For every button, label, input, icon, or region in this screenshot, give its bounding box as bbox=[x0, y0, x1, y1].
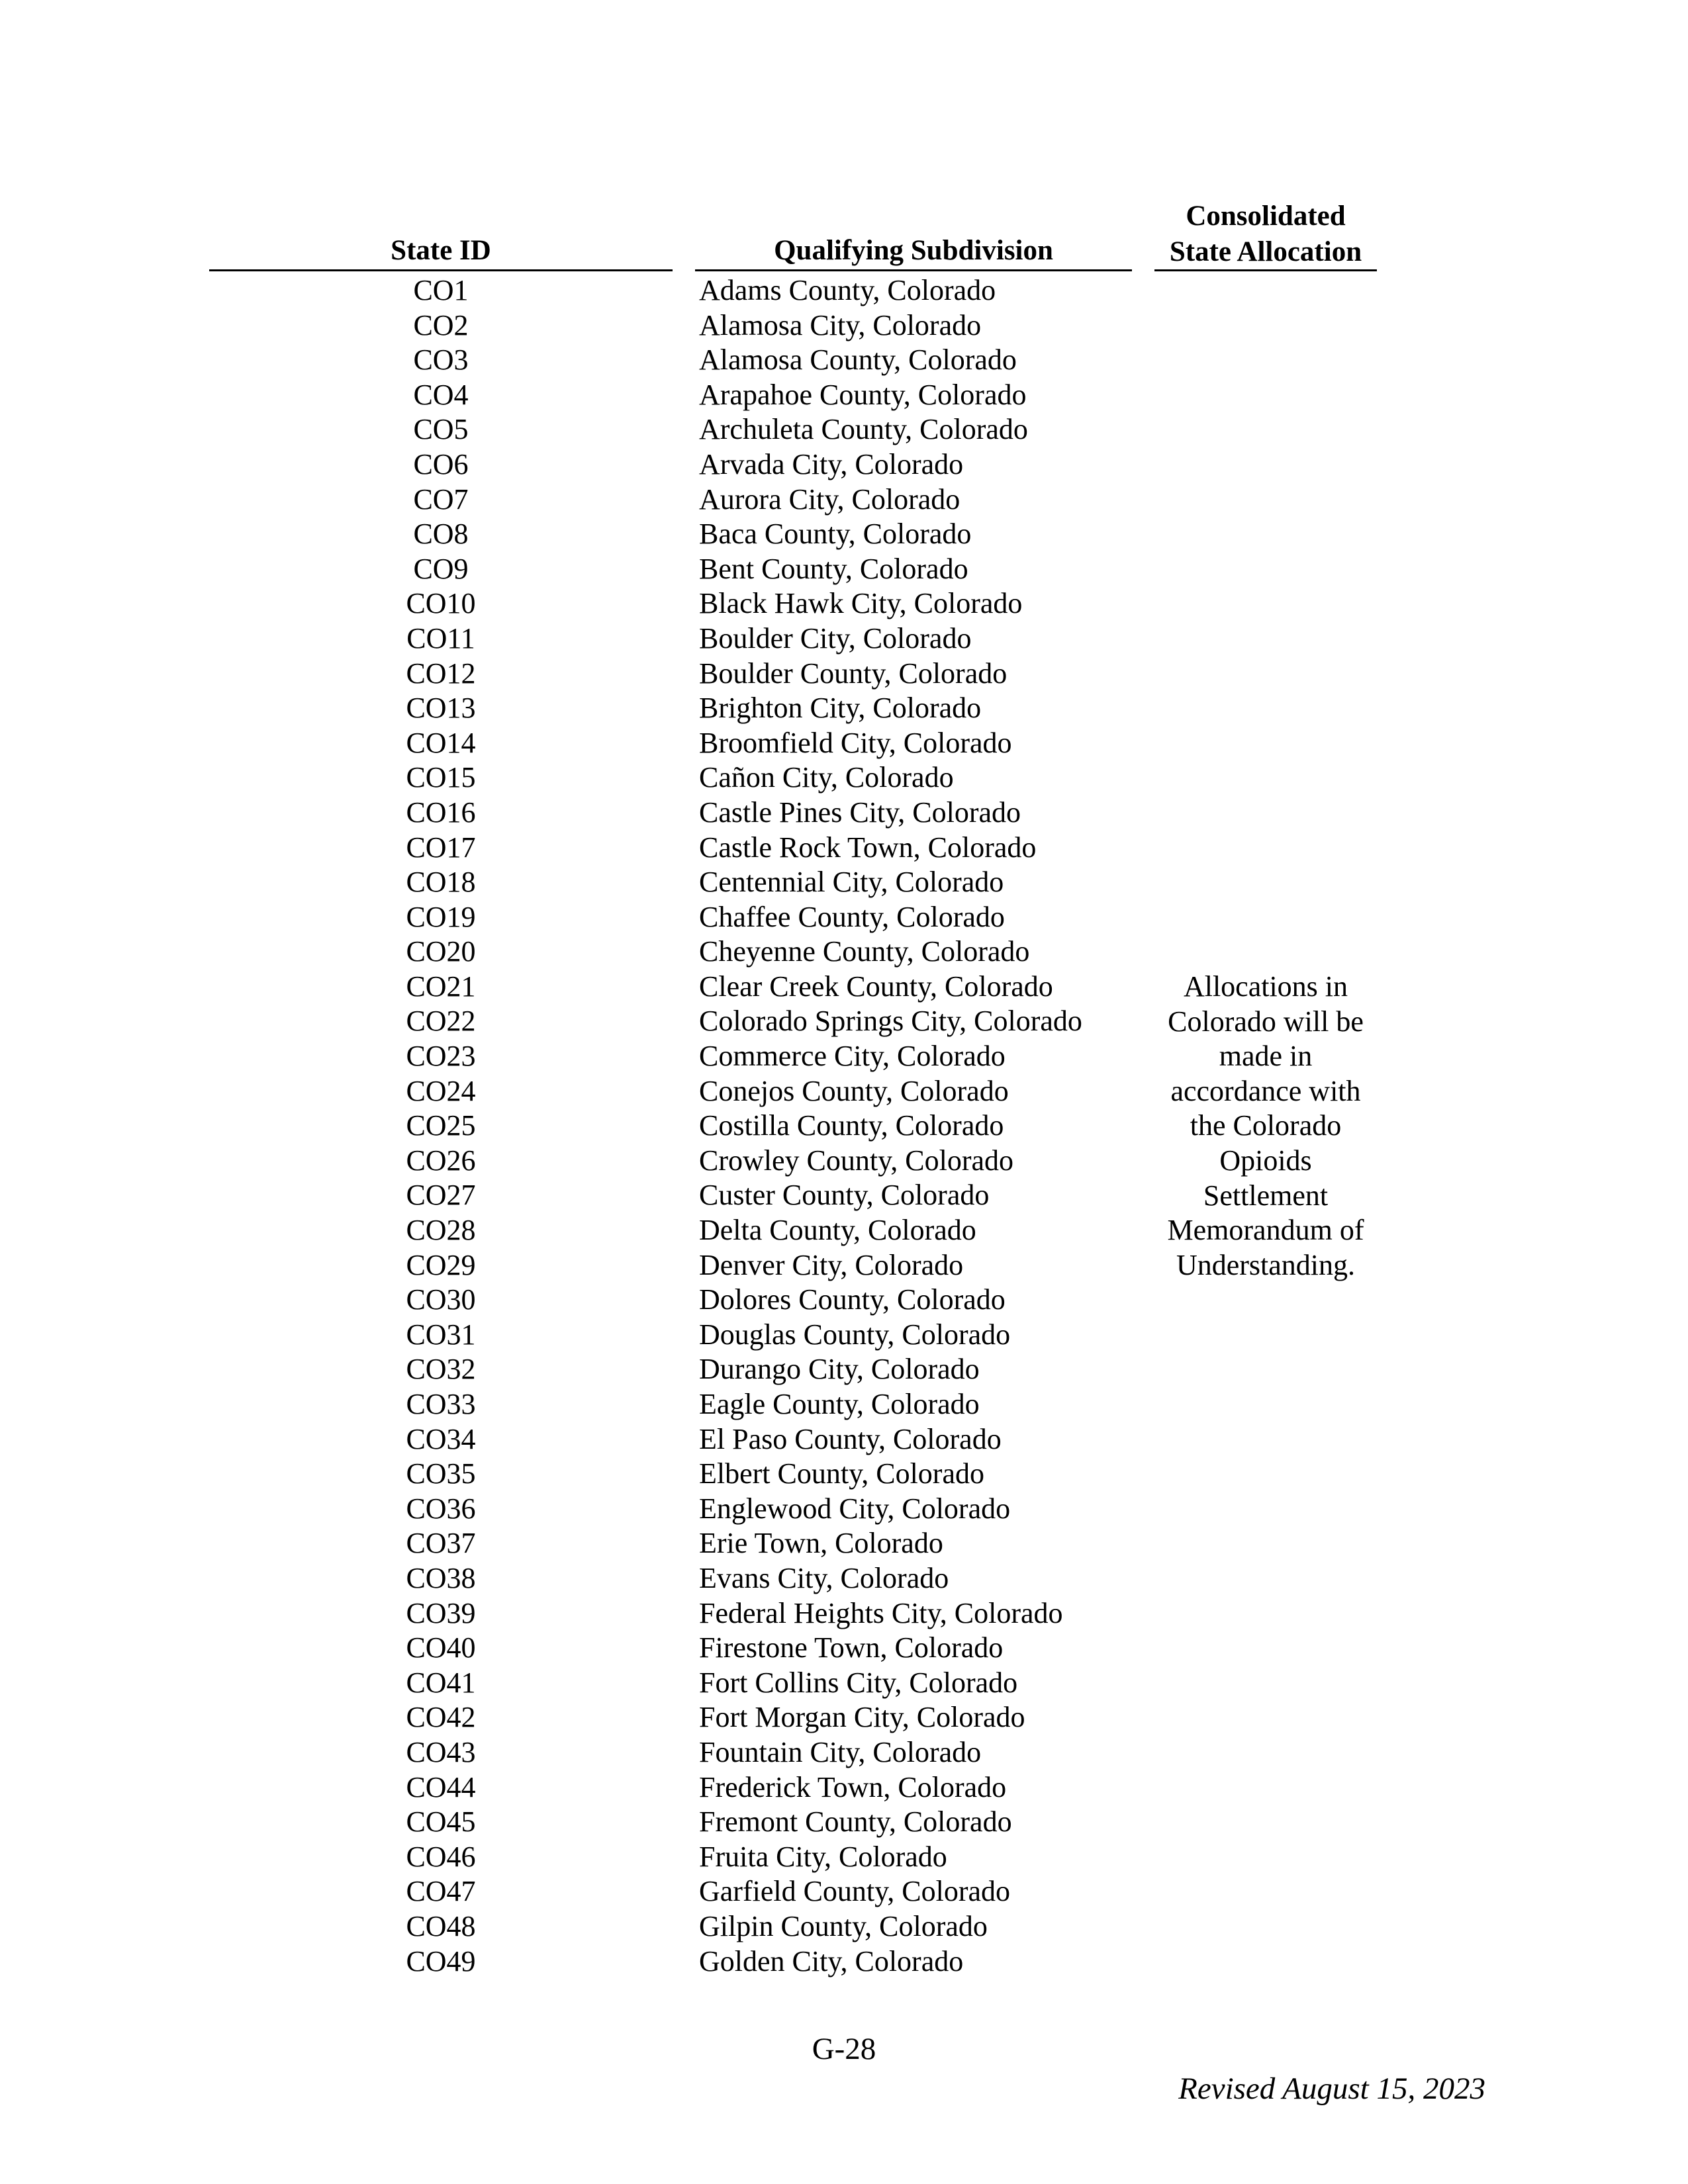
state-id-cell: CO17 bbox=[406, 831, 476, 864]
allocation-note-line: the Colorado bbox=[1190, 1109, 1342, 1142]
subdivision-cell: Erie Town, Colorado bbox=[699, 1527, 943, 1560]
subdivision-cell: Castle Pines City, Colorado bbox=[699, 796, 1021, 829]
state-id-cell: CO40 bbox=[406, 1631, 476, 1664]
subdivision-cell: Adams County, Colorado bbox=[699, 274, 996, 306]
state-id-cell: CO35 bbox=[406, 1457, 476, 1490]
state-id-cell: CO9 bbox=[413, 552, 469, 585]
page-number: G-28 bbox=[812, 2032, 876, 2066]
state-id-cell: CO48 bbox=[406, 1909, 476, 1942]
subdivision-cell: Firestone Town, Colorado bbox=[699, 1631, 1004, 1664]
state-id-cell: CO43 bbox=[406, 1735, 476, 1768]
header-underline-allocation bbox=[1154, 269, 1377, 271]
subdivision-cell: Gilpin County, Colorado bbox=[699, 1909, 988, 1942]
state-id-cell: CO42 bbox=[406, 1701, 476, 1734]
state-id-cell: CO2 bbox=[413, 308, 469, 341]
state-id-cell: CO5 bbox=[413, 413, 469, 446]
allocation-note bbox=[1154, 970, 1377, 1283]
table-row bbox=[0, 482, 1688, 518]
header-underline-state-id bbox=[209, 269, 673, 271]
state-id-cell: CO24 bbox=[406, 1074, 476, 1107]
table-row bbox=[0, 1039, 1688, 1074]
state-id-cell: CO8 bbox=[413, 518, 469, 551]
subdivision-cell: Alamosa County, Colorado bbox=[699, 343, 1017, 377]
table-row bbox=[0, 1422, 1688, 1457]
subdivision-cell: Boulder County, Colorado bbox=[699, 657, 1008, 690]
table-row bbox=[0, 447, 1688, 482]
table-row bbox=[0, 1805, 1688, 1840]
table-row bbox=[0, 657, 1688, 692]
table-header-subdivision: Qualifying Subdivision bbox=[774, 235, 1053, 266]
state-id-cell: CO33 bbox=[406, 1388, 476, 1420]
subdivision-cell: Castle Rock Town, Colorado bbox=[699, 831, 1037, 864]
table-body bbox=[0, 273, 1688, 1979]
state-id-cell: CO19 bbox=[406, 900, 476, 933]
table-row bbox=[0, 378, 1688, 413]
subdivision-cell: Denver City, Colorado bbox=[699, 1248, 964, 1281]
table-row bbox=[0, 831, 1688, 866]
table-row bbox=[0, 1631, 1688, 1666]
state-id-cell: CO47 bbox=[406, 1875, 476, 1908]
subdivision-cell: Colorado Springs City, Colorado bbox=[699, 1005, 1082, 1038]
state-id-cell: CO45 bbox=[406, 1805, 476, 1839]
table-header-state-id: State ID bbox=[391, 235, 491, 266]
table-row bbox=[0, 1178, 1688, 1213]
table-row bbox=[0, 552, 1688, 587]
table-row bbox=[0, 1666, 1688, 1701]
subdivision-cell: Brighton City, Colorado bbox=[699, 692, 982, 725]
state-id-cell: CO13 bbox=[406, 692, 476, 725]
table-row bbox=[0, 621, 1688, 657]
table-row bbox=[0, 412, 1688, 447]
subdivision-cell: Golden City, Colorado bbox=[699, 1944, 964, 1978]
state-id-cell: CO41 bbox=[406, 1666, 476, 1699]
subdivision-cell: El Paso County, Colorado bbox=[699, 1422, 1002, 1455]
allocation-note-line: Colorado will be bbox=[1168, 1005, 1364, 1038]
state-id-cell: CO21 bbox=[406, 970, 476, 1003]
subdivision-cell: Broomfield City, Colorado bbox=[699, 726, 1012, 759]
subdivision-cell: Aurora City, Colorado bbox=[699, 482, 961, 516]
table-row bbox=[0, 1283, 1688, 1318]
state-id-cell: CO4 bbox=[413, 378, 469, 411]
state-id-cell: CO26 bbox=[406, 1144, 476, 1177]
subdivision-cell: Clear Creek County, Colorado bbox=[699, 970, 1053, 1003]
subdivision-cell: Dolores County, Colorado bbox=[699, 1283, 1006, 1316]
table-row bbox=[0, 1944, 1688, 1979]
subdivision-cell: Durango City, Colorado bbox=[699, 1353, 980, 1386]
subdivision-cell: Crowley County, Colorado bbox=[699, 1144, 1013, 1177]
table-row bbox=[0, 1770, 1688, 1805]
subdivision-cell: Arapahoe County, Colorado bbox=[699, 378, 1027, 411]
table-row bbox=[0, 900, 1688, 935]
table-row bbox=[0, 1352, 1688, 1387]
table-row bbox=[0, 934, 1688, 970]
subdivision-cell: Frederick Town, Colorado bbox=[699, 1770, 1007, 1803]
table-row bbox=[0, 1909, 1688, 1944]
table-row bbox=[0, 1840, 1688, 1875]
table-row bbox=[0, 1387, 1688, 1422]
state-id-cell: CO34 bbox=[406, 1422, 476, 1455]
subdivision-cell: Conejos County, Colorado bbox=[699, 1074, 1009, 1107]
state-id-cell: CO32 bbox=[406, 1353, 476, 1386]
subdivision-cell: Centennial City, Colorado bbox=[699, 866, 1004, 899]
state-id-cell: CO30 bbox=[406, 1283, 476, 1316]
subdivision-cell: Cañon City, Colorado bbox=[699, 761, 954, 794]
allocation-note-line: Memorandum of bbox=[1167, 1214, 1364, 1247]
state-id-cell: CO46 bbox=[406, 1840, 476, 1873]
table-row bbox=[0, 691, 1688, 726]
state-id-cell: CO12 bbox=[406, 657, 476, 690]
subdivision-cell: Costilla County, Colorado bbox=[699, 1109, 1004, 1142]
table-row bbox=[0, 1596, 1688, 1631]
state-id-cell: CO22 bbox=[406, 1005, 476, 1038]
table-row bbox=[0, 1561, 1688, 1596]
table-row bbox=[0, 517, 1688, 552]
table-row bbox=[0, 1700, 1688, 1735]
state-id-cell: CO31 bbox=[406, 1318, 476, 1351]
table-row bbox=[0, 865, 1688, 900]
allocation-note-line: accordance with bbox=[1170, 1074, 1361, 1107]
table-row bbox=[0, 1526, 1688, 1561]
table-row bbox=[0, 1109, 1688, 1144]
state-id-cell: CO20 bbox=[406, 935, 476, 968]
state-id-cell: CO10 bbox=[406, 587, 476, 620]
table-row bbox=[0, 1074, 1688, 1109]
table-row bbox=[0, 1735, 1688, 1770]
table-row bbox=[0, 1144, 1688, 1179]
state-id-cell: CO6 bbox=[413, 447, 469, 480]
subdivision-cell: Englewood City, Colorado bbox=[699, 1492, 1011, 1525]
state-id-cell: CO7 bbox=[413, 482, 469, 516]
state-id-cell: CO39 bbox=[406, 1596, 476, 1629]
state-id-cell: CO44 bbox=[406, 1770, 476, 1803]
table-row bbox=[0, 1457, 1688, 1492]
state-id-cell: CO37 bbox=[406, 1527, 476, 1560]
state-id-cell: CO3 bbox=[413, 343, 469, 377]
subdivision-cell: Commerce City, Colorado bbox=[699, 1040, 1006, 1073]
subdivision-cell: Elbert County, Colorado bbox=[699, 1457, 984, 1490]
state-id-cell: CO18 bbox=[406, 866, 476, 899]
table-row bbox=[0, 1492, 1688, 1527]
table-row bbox=[0, 1874, 1688, 1909]
allocation-note-line: Allocations in bbox=[1183, 970, 1348, 1003]
table-row bbox=[0, 1318, 1688, 1353]
state-id-cell: CO27 bbox=[406, 1179, 476, 1212]
subdivision-cell: Fountain City, Colorado bbox=[699, 1735, 982, 1768]
table-row bbox=[0, 1213, 1688, 1248]
table-row bbox=[0, 1004, 1688, 1039]
allocation-note-line: made in bbox=[1219, 1040, 1313, 1073]
table-row bbox=[0, 726, 1688, 761]
table-header-allocation-line-1: Consolidated bbox=[1186, 201, 1346, 232]
subdivision-cell: Douglas County, Colorado bbox=[699, 1318, 1011, 1351]
allocation-note-line: Opioids bbox=[1219, 1144, 1312, 1177]
table-row bbox=[0, 343, 1688, 378]
header-underline-subdivision bbox=[695, 269, 1132, 271]
subdivision-cell: Custer County, Colorado bbox=[699, 1179, 990, 1212]
table-row bbox=[0, 586, 1688, 621]
subdivision-cell: Eagle County, Colorado bbox=[699, 1388, 980, 1420]
state-id-cell: CO16 bbox=[406, 796, 476, 829]
table-header-allocation-line-2: State Allocation bbox=[1169, 236, 1362, 267]
allocation-note-line: Settlement bbox=[1203, 1179, 1329, 1212]
subdivision-cell: Federal Heights City, Colorado bbox=[699, 1596, 1063, 1629]
table-row bbox=[0, 273, 1688, 308]
subdivision-cell: Alamosa City, Colorado bbox=[699, 308, 982, 341]
revised-date: Revised August 15, 2023 bbox=[1178, 2071, 1485, 2106]
subdivision-cell: Garfield County, Colorado bbox=[699, 1875, 1011, 1908]
state-id-cell: CO15 bbox=[406, 761, 476, 794]
subdivision-cell: Fremont County, Colorado bbox=[699, 1805, 1012, 1839]
table-header-allocation bbox=[1154, 199, 1377, 270]
allocation-note-line: Understanding. bbox=[1176, 1248, 1356, 1281]
subdivision-cell: Chaffee County, Colorado bbox=[699, 900, 1005, 933]
subdivision-cell: Archuleta County, Colorado bbox=[699, 413, 1028, 446]
subdivision-cell: Black Hawk City, Colorado bbox=[699, 587, 1023, 620]
table-row bbox=[0, 970, 1688, 1005]
state-id-cell: CO25 bbox=[406, 1109, 476, 1142]
state-id-cell: CO14 bbox=[406, 726, 476, 759]
state-id-cell: CO1 bbox=[413, 274, 469, 306]
state-id-cell: CO28 bbox=[406, 1214, 476, 1247]
subdivision-cell: Arvada City, Colorado bbox=[699, 447, 964, 480]
subdivision-cell: Evans City, Colorado bbox=[699, 1561, 949, 1594]
subdivision-cell: Cheyenne County, Colorado bbox=[699, 935, 1030, 968]
subdivision-cell: Baca County, Colorado bbox=[699, 518, 972, 551]
state-id-cell: CO11 bbox=[406, 621, 475, 655]
subdivision-cell: Fort Collins City, Colorado bbox=[699, 1666, 1018, 1699]
state-id-cell: CO29 bbox=[406, 1248, 476, 1281]
table-row bbox=[0, 760, 1688, 796]
table-row bbox=[0, 308, 1688, 343]
subdivision-cell: Fruita City, Colorado bbox=[699, 1840, 947, 1873]
subdivision-cell: Bent County, Colorado bbox=[699, 552, 968, 585]
table-row bbox=[0, 1248, 1688, 1283]
state-id-cell: CO38 bbox=[406, 1561, 476, 1594]
table-row bbox=[0, 796, 1688, 831]
subdivision-cell: Delta County, Colorado bbox=[699, 1214, 976, 1247]
state-id-cell: CO36 bbox=[406, 1492, 476, 1525]
state-id-cell: CO49 bbox=[406, 1944, 476, 1978]
subdivision-cell: Boulder City, Colorado bbox=[699, 621, 972, 655]
subdivision-cell: Fort Morgan City, Colorado bbox=[699, 1701, 1025, 1734]
state-id-cell: CO23 bbox=[406, 1040, 476, 1073]
